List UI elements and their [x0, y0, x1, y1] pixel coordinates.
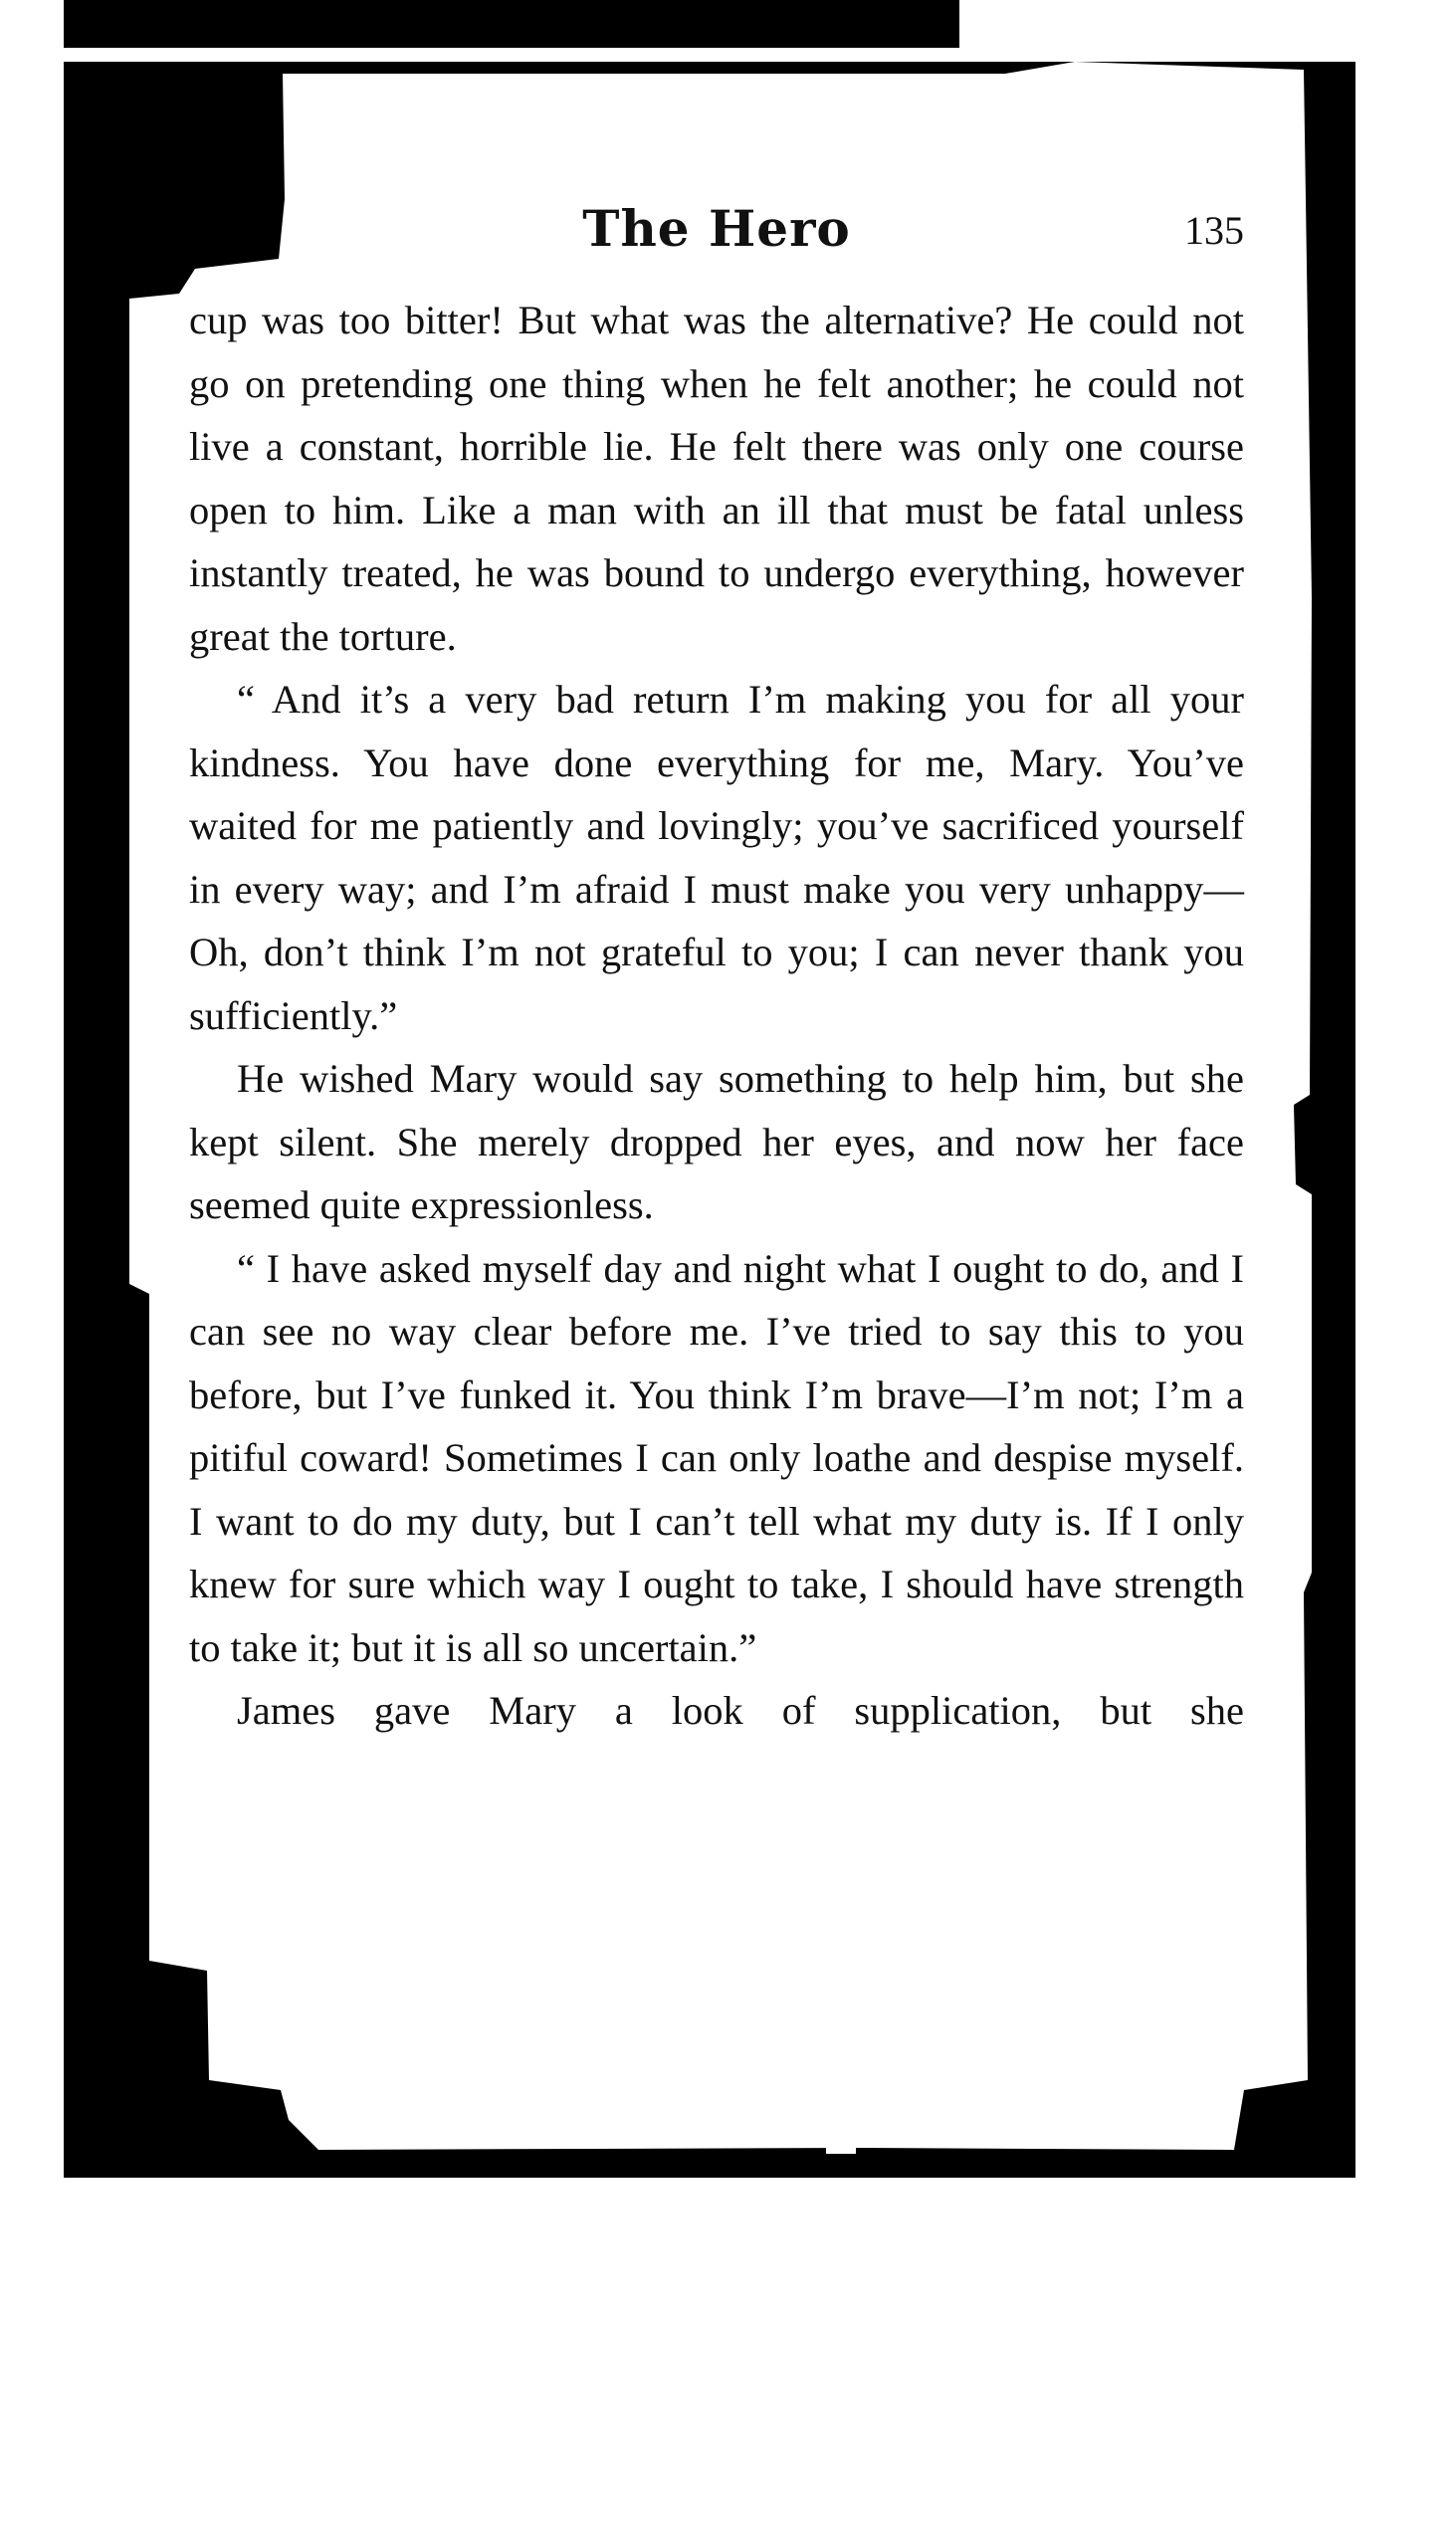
body-text [189, 289, 1244, 1743]
paragraph-2: “ And it’s a very bad return I’m making you for all your kindness. You have done everything for me, Mary. You’ve waited for me patiently and lovingly; you’ve sacrificed yourself in every way; and I’m afraid I must make you very unhappy— Oh, don’t think I’m not grateful to you; I can never thank you sufficiently.” [189, 677, 1244, 1038]
paragraph-4: “ I have asked myself day and night what I ought to do, and I can see no way clear before me. I’ve tried to say this to you before, but I’ve funked it. You think I’m brave—I’m not; I’m a pitiful coward! Sometimes I can only loathe and despise myself. I want to do my duty, but I can’t tell what my duty is. If I only knew for sure which way I ought to take, I should have strength to take it; but it is all so uncertain.” [189, 1245, 1244, 1670]
page-number: 135 [1184, 208, 1244, 253]
page-header [189, 199, 1244, 279]
book-page [189, 159, 1244, 2010]
paragraph-5: James gave Mary a look of supplication, but she [237, 1688, 1244, 1733]
paragraph-3: He wished Mary would say something to help him, but she kept silent. She merely dropped her eyes, and now her face seemed quite expressionless. [189, 1056, 1244, 1227]
running-title: The Hero [582, 199, 851, 258]
paragraph-1: cup was too bitter! But what was the alternative? He could not go on pretending one thing when he felt another; he could not live a constant, horrible lie. He felt there was only one course open to him. Like a man with an ill that must be fatal unless instantly treated, he was bound to undergo everything, however great the torture. [189, 298, 1244, 659]
